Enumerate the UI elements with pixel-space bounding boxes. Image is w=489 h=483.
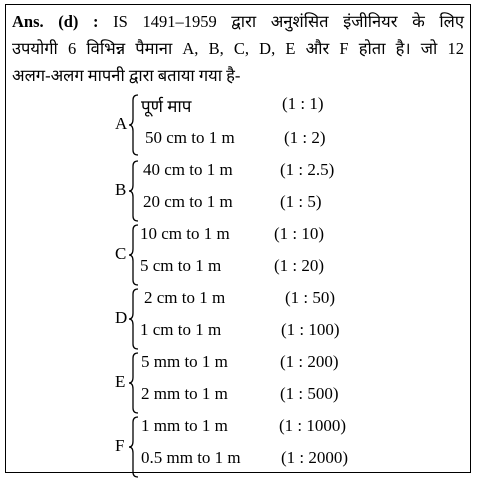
scale-label: F xyxy=(115,436,125,455)
scale-ratio: (1 : 200) xyxy=(280,352,339,371)
scale-group-f xyxy=(0,416,489,480)
scale-description: 2 mm to 1 m xyxy=(141,384,228,403)
scale-ratio: (1 : 10) xyxy=(274,224,325,243)
scale-label: C xyxy=(115,244,127,263)
scale-ratio: (1 : 100) xyxy=(281,320,340,339)
scale-description: 10 cm to 1 m xyxy=(140,224,230,243)
scale-description: 5 cm to 1 m xyxy=(140,256,222,275)
scale-ratio: (1 : 2) xyxy=(284,128,326,147)
scale-ratio: (1 : 500) xyxy=(280,384,339,403)
answer-line-3: अलग-अलग मापनी द्वारा बताया गया है- xyxy=(12,66,241,85)
scale-description: 40 cm to 1 m xyxy=(143,160,233,179)
scale-description: 2 cm to 1 m xyxy=(144,288,226,307)
scale-description: 5 mm to 1 m xyxy=(141,352,228,371)
left-brace-icon xyxy=(128,288,140,350)
left-brace-icon xyxy=(128,224,140,286)
scale-description: 1 mm to 1 m xyxy=(141,416,228,435)
scale-label: D xyxy=(115,308,128,327)
scale-group-d xyxy=(0,288,489,352)
scale-ratio: (1 : 2000) xyxy=(281,448,349,467)
answer-prefix: Ans. (d) : xyxy=(12,12,99,31)
scale-ratio: (1 : 20) xyxy=(274,256,325,275)
scale-ratio: (1 : 1000) xyxy=(279,416,347,435)
scale-group-e xyxy=(0,352,489,416)
answer-line-1 xyxy=(12,8,464,35)
scale-ratio: (1 : 50) xyxy=(285,288,336,307)
scale-label: B xyxy=(115,180,127,199)
left-brace-icon xyxy=(128,352,140,414)
scale-ratio: (1 : 1) xyxy=(282,94,324,113)
answer-line-1-text: IS 1491–1959 द्वारा अनुशंसित इंजीनियर के लिए xyxy=(113,12,464,31)
scale-group-a xyxy=(0,94,489,158)
left-brace-icon xyxy=(128,160,140,222)
scale-label: A xyxy=(115,114,128,133)
scale-ratio: (1 : 5) xyxy=(280,192,322,211)
scale-description: 20 cm to 1 m xyxy=(143,192,233,211)
scale-label: E xyxy=(115,372,126,391)
left-brace-icon xyxy=(128,94,140,156)
answer-line-2: उपयोगी 6 विभिन्न पैमाना A, B, C, D, E और F होता है। जो 12 xyxy=(12,39,464,58)
scale-description: 1 cm to 1 m xyxy=(140,320,222,339)
scale-description: 0.5 mm to 1 m xyxy=(141,448,241,467)
answer-text xyxy=(12,8,464,89)
scale-group-c xyxy=(0,224,489,288)
left-brace-icon xyxy=(128,416,140,478)
scale-description: 50 cm to 1 m xyxy=(145,128,235,147)
scale-description: पूर्ण माप xyxy=(141,97,192,116)
scale-group-b xyxy=(0,160,489,224)
scale-ratio: (1 : 2.5) xyxy=(280,160,335,179)
